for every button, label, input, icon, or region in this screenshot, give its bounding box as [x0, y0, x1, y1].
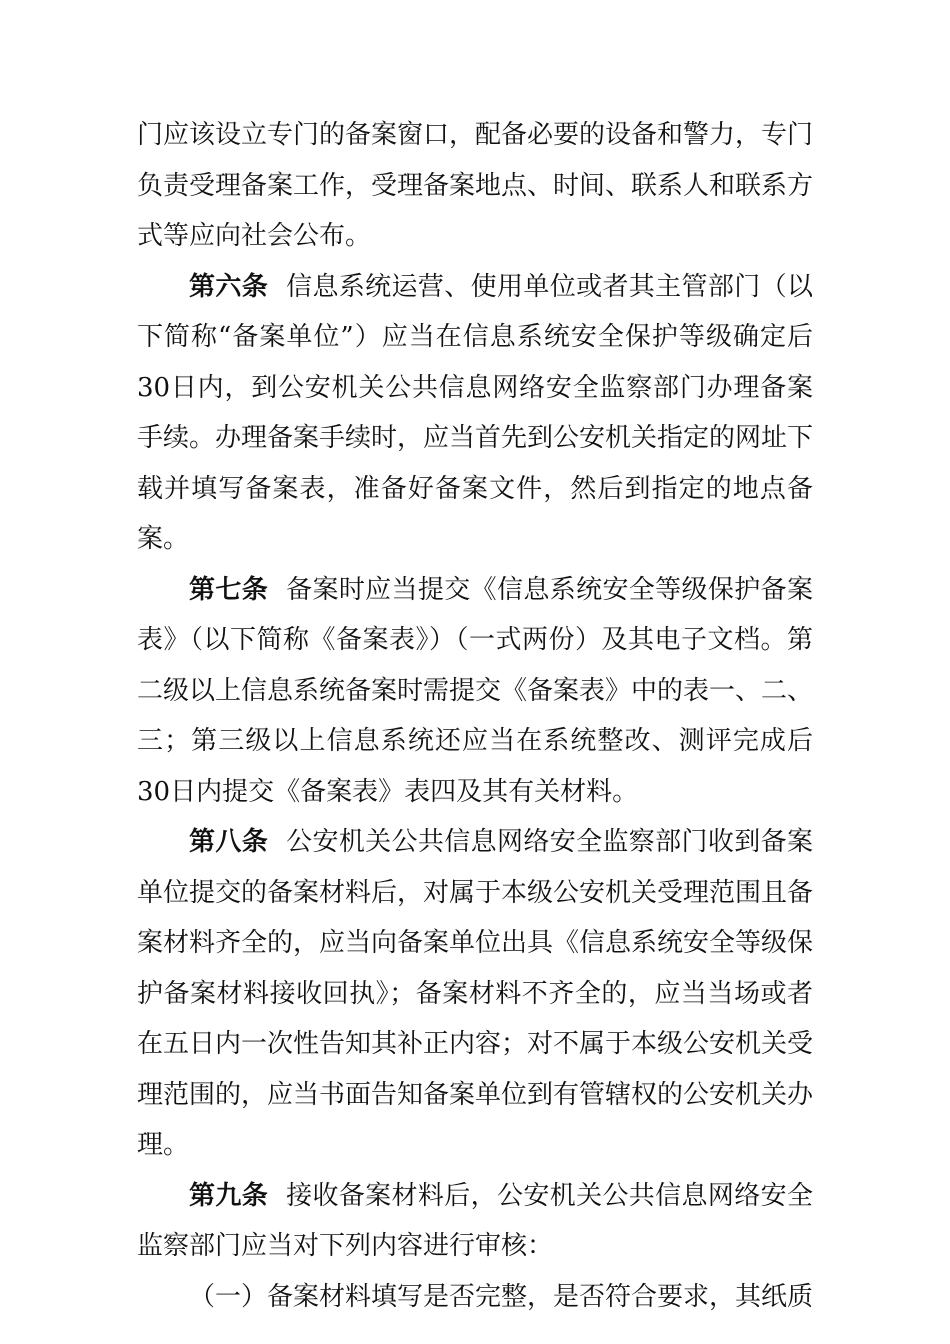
article-text: 接收备案材料后，公安机关公共信息网络安全监察部门应当对下列内容进行审核： — [137, 1180, 813, 1261]
article-7 — [137, 565, 813, 818]
article-heading: 第七条 — [189, 574, 269, 605]
article-text: 备案时应当提交《信息系统安全等级保护备案表》（以下简称《备案表》）（一式两份）及其电子文档。第二级以上信息系统备案时需提交《备案表》中的表一、二、三；第三级以上信息系统还应当在系统整改、测评完成后30日内提交《备案表》表四及其有关材料。 — [137, 574, 814, 807]
article-text: 公安机关公共信息网络安全监察部门收到备案单位提交的备案材料后，对属于本级公安机关受理范围且备案材料齐全的，应当向备案单位出具《信息系统安全等级保护备案材料接收回执》；备案材料不齐全的，应当当场或者在五日内一次性告知其补正内容；对不属于本级公安机关受理范围的，应当书面告知备案单位到有管辖权的公安机关办理。 — [137, 827, 814, 1160]
paragraph-text: 门应该设立专门的备案窗口，配备必要的设备和警力，专门负责受理备案工作，受理备案地点、时间、联系人和联系方式等应向社会公布。 — [137, 120, 814, 251]
article-text: 信息系统运营、使用单位或者其主管部门（以下简称“备案单位”）应当在信息系统安全保护等级确定后30日内，到公安机关公共信息网络安全监察部门办理备案手续。办理备案手续时，应当首先到公安机关指定的网址下载并填写备案表，准备好备案文件，然后到指定的地点备案。 — [137, 271, 814, 554]
article-6 — [137, 262, 813, 565]
article-heading: 第九条 — [189, 1180, 269, 1211]
article-9 — [137, 1171, 813, 1272]
document-body — [137, 110, 813, 1322]
paragraph-continuation — [137, 110, 813, 262]
article-heading: 第八条 — [189, 827, 269, 857]
article-8 — [137, 817, 813, 1171]
list-item-1 — [137, 1272, 813, 1323]
list-item-text: （一）备案材料填写是否完整，是否符合要求，其纸质 — [189, 1281, 814, 1312]
article-heading: 第六条 — [189, 271, 269, 302]
